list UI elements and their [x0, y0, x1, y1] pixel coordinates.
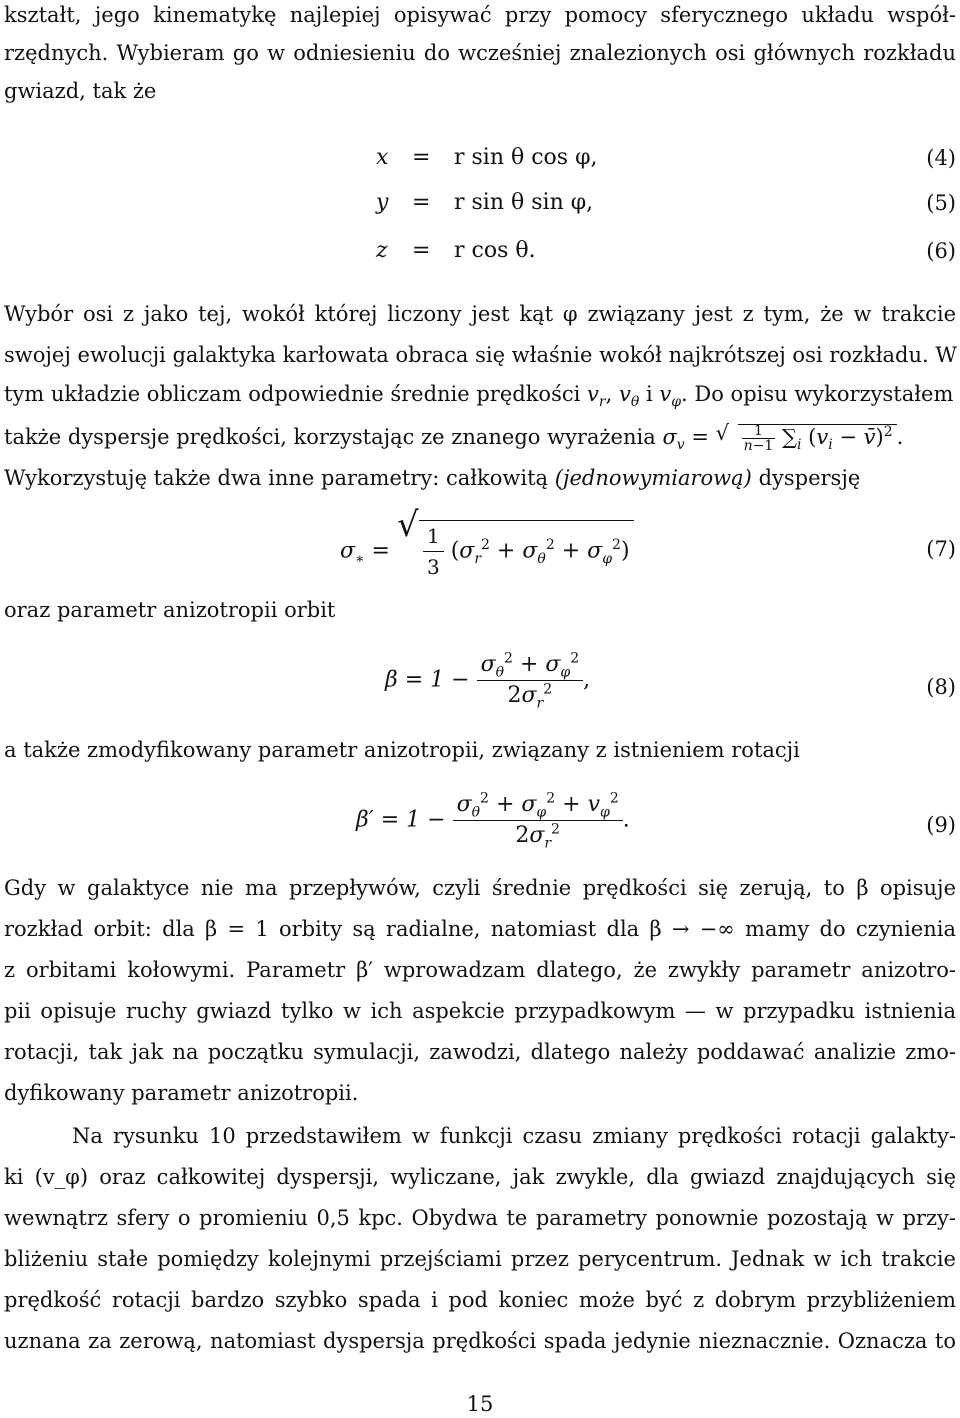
- text-line: tym układzie obliczam odpowiednie średnie prędkości $v_r$, $v_\theta$ i $v_\varphi$. Do opisu wykorzystałem: [4, 382, 954, 411]
- text-line: uznana za zerową, natomiast dyspersja prędkości spada jedynie nieznacznie. Oznacza to: [4, 1329, 956, 1353]
- equation-number: (8): [926, 675, 956, 699]
- equation-8: β = 1 − $\frac{\sigma_\theta^2 + \sigma_\varphi^2}{2\sigma_r^2}$ ,: [385, 650, 591, 712]
- text-line: swojej ewolucji galaktyka karłowata obraca się właśnie wokół najkrótszej osi rozkładu. W: [4, 343, 957, 367]
- text-line: także dyspersje prędkości, korzystając ze znanego wyrażenia $\sigma_v$ = √ $\frac{1}{n-1}$ $\sum_i$ ($v_i$ − v̄)$^2$ .: [4, 421, 904, 454]
- document-page: kształt, jego kinematykę najlepiej opisywać przy pomocy sferycznego układu współ- rzędnych. Wybieram go w odniesieniu do wcześniej znalezionych osi głównych rozkładu gwiazd, tak że x = r sin θ cos φ, (4) y = r sin θ sin φ, (5) z = r cos θ. (6) Wybór osi z jako tej, wokół której liczony jest kąt φ związany jest z tym, że w trakcie swojej ewolucji galaktyka karłowata obraca się właśnie wokół najkrótszej osi rozkładu. W tym układzie obliczam odpowiednie średnie prędkości $v_r$, $v_\theta$ i $v_\varphi$. Do opisu wykorzystałem także dyspersje prędkości, korzystając ze znanego wyrażenia $\sigma_v$ = √ $\frac{1}{n-1}$ $\sum_i$ ($v_i$ − v̄)$^2$ . Wykorzystuję także dwa inne parametry: całkowitą (jednowymiarową) dyspersję $\sigma_∗$ = √ $\frac{1}{3}$ $(\sigma_r^2 + \sigma_\theta^2 + \sigma_\varphi^2)$ (7) oraz parametr anizotropii orbit β = 1 − $\frac{\sigma_\theta^2 + \sigma_\varphi^2}{2\sigma_r^2}$ , (8) a także zmodyfikowany parametr anizotropii, związany z istnieniem rotacji β′ = 1 − $\frac{\sigma_\theta^2 + \sigma_\varphi^2 + v_\varphi^2}{2\sigma_r^2}$ . (9) Gdy w galaktyce nie ma przepływów, czyli średnie prędkości się zerują, to β opisuje rozkład orbit: dla β = 1 orbity są radialne, natomiast dla β → −∞ mamy do czynienia z orbitami kołowymi. Parametr β′ wprowadzam dlatego, że zwykły parametr anizotro- pii opisuje ruchy gwiazd tylko w ich aspekcie przypadkowym — w przypadku istnienia rotacji, tak jak na początku symulacji, zawodzi, dlatego należy poddawać analizie zmo- dyfikowany parametr anizotropii. Na rysunku 10 przedstawiłem w funkcji czasu zmiany prędkości rotacji galakty- ki (v_φ) oraz całkowitej dyspersji, wyliczane, jak zwykle, dla gwiazd znajdujących się wewnątrz sfery o promieniu 0,5 kpc. Obydwa te parametry ponownie pozostają w przy- bliżeniu stałe pomiędzy kolejnymi przejściami przez perycentrum. Jednak w ich trakcie prędkość rotacji bardzo szybko spada i pod koniec może być z dobrym przybliżeniem uznana za zerową, natomiast dyspersja prędkości spada jedynie nieznacznie. Oznacza to 15: [0, 0, 960, 1418]
- text-line: wewnątrz sfery o promieniu 0,5 kpc. Obydwa te parametry ponownie pozostają w przy-: [4, 1206, 956, 1230]
- equation-number: (7): [926, 537, 956, 561]
- text-line: rotacji, tak jak na początku symulacji, zawodzi, dlatego należy poddawać analizie zmo-: [4, 1040, 956, 1064]
- text-line: z orbitami kołowymi. Parametr β′ wprowadzam dlatego, że zwykły parametr anizotro-: [4, 958, 956, 982]
- sqrt-expression: √ $\frac{1}{n-1}$ $\sum_i$ ($v_i$ − v̄)$^2$: [716, 422, 897, 453]
- text-line: Wybór osi z jako tej, wokół której liczony jest kąt φ związany jest z tym, że w trakcie: [4, 302, 956, 326]
- text-line: bliżeniu stałe pomiędzy kolejnymi przejściami przez perycentrum. Jednak w ich trakcie: [4, 1247, 956, 1271]
- text-line: kształt, jego kinematykę najlepiej opisywać przy pomocy sferycznego układu współ-: [4, 3, 956, 27]
- text-line: prędkość rotacji bardzo szybko spada i pod koniec może być z dobrym przybliżeniem: [4, 1288, 956, 1312]
- text-line: a także zmodyfikowany parametr anizotropii, związany z istnieniem rotacji: [4, 738, 800, 762]
- text-line: Wykorzystuję także dwa inne parametry: całkowitą (jednowymiarową) dyspersję: [4, 466, 861, 490]
- equation-number: (9): [926, 813, 956, 837]
- text-line: Na rysunku 10 przedstawiłem w funkcji czasu zmiany prędkości rotacji galakty-: [72, 1124, 956, 1148]
- text-line: oraz parametr anizotropii orbit: [4, 598, 336, 622]
- equation-9: β′ = 1 − $\frac{\sigma_\theta^2 + \sigma_\varphi^2 + v_\varphi^2}{2\sigma_r^2}$ .: [356, 790, 630, 852]
- text-line: gwiazd, tak że: [4, 79, 157, 103]
- text-line: pii opisuje ruchy gwiazd tylko w ich aspekcie przypadkowym — w przypadku istnienia: [4, 999, 956, 1023]
- text-line: dyfikowany parametr anizotropii.: [4, 1081, 359, 1105]
- text-line: Gdy w galaktyce nie ma przepływów, czyli średnie prędkości się zerują, to β opisuje: [4, 876, 956, 900]
- text-line: rzędnych. Wybieram go w odniesieniu do wcześniej znalezionych osi głównych rozkładu: [4, 41, 956, 65]
- text-line: ki (v_φ) oraz całkowitej dyspersji, wyliczane, jak zwykle, dla gwiazd znajdujących się: [4, 1165, 956, 1189]
- text-line: rozkład orbit: dla β = 1 orbity są radialne, natomiast dla β → −∞ mamy do czynienia: [4, 917, 956, 941]
- page-number: 15: [466, 1392, 494, 1416]
- equation-7: $\sigma_∗$ = √ $\frac{1}{3}$ $(\sigma_r^2 + \sigma_\theta^2 + \sigma_\varphi^2)$: [340, 520, 634, 582]
